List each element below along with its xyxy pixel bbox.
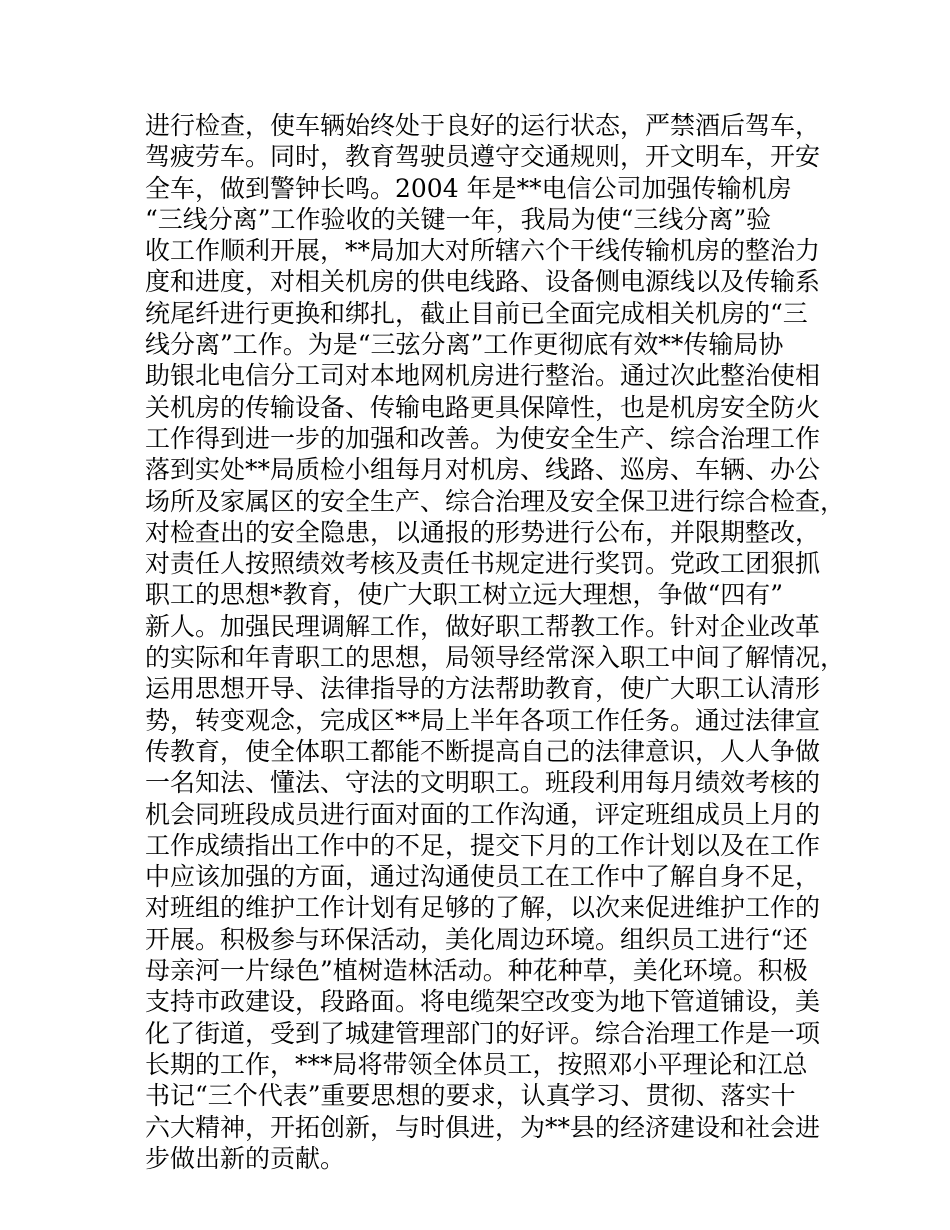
paragraph-line: 书记“三个代表”重要思想的要求，认真学习、贯彻、落实十 <box>145 1081 796 1111</box>
paragraph-line: 落到实处**局质检小组每月对机房、线路、巡房、车辆、办公 <box>145 455 821 485</box>
paragraph-line: 场所及家属区的安全生产、综合治理及安全保卫进行综合检查， <box>145 486 846 516</box>
paragraph-line: 中应该加强的方面，通过沟通使员工在工作中了解自身不足， <box>145 862 821 892</box>
paragraph-line: 长期的工作，***局将带领全体员工，按照邓小平理论和江总 <box>145 1049 808 1079</box>
paragraph-line: 职工的思想*教育，使广大职工树立远大理想，争做“四有” <box>145 580 784 610</box>
paragraph-line: 对责任人按照绩效考核及责任书规定进行奖罚。党政工团狠抓 <box>145 549 821 579</box>
paragraph-line: 度和进度，对相关机房的供电线路、设备侧电源线以及传输系 <box>145 267 821 297</box>
paragraph-line: 进行检查，使车辆始终处于良好的运行状态，严禁酒后驾车， <box>145 111 821 140</box>
body-text <box>145 110 846 1174</box>
paragraph-line: 母亲河一片绿色”植树造林活动。种花种草，美化环境。积极 <box>145 956 808 986</box>
paragraph-line: 的实际和年青职工的思想，局领导经常深入职工中间了解情况， <box>145 643 846 673</box>
paragraph-line: 六大精神，开拓创新，与时俱进，为**县的经济建设和社会进 <box>145 1112 821 1142</box>
paragraph-line: 对检查出的安全隐患，以通报的形势进行公布，并限期整改， <box>145 517 821 547</box>
paragraph-line: 关机房的传输设备、传输电路更具保障性，也是机房安全防火 <box>145 392 821 422</box>
paragraph-line: “三线分离”工作验收的关键一年，我局为使“三线分离”验 <box>145 204 772 234</box>
paragraph-line: 对班组的维护工作计划有足够的了解，以次来促进维护工作的 <box>145 893 821 923</box>
paragraph-line: 工作成绩指出工作中的不足，提交下月的工作计划以及在工作 <box>145 830 821 860</box>
paragraph-line: 新人。加强民理调解工作，做好职工帮教工作。针对企业改革 <box>145 611 821 641</box>
paragraph-line: 机会同班段成员进行面对面的工作沟通，评定班组成员上月的 <box>145 799 821 829</box>
paragraph-line: 化了街道，受到了城建管理部门的好评。综合治理工作是一项 <box>145 1018 821 1048</box>
paragraph-line: 势，转变观念，完成区**局上半年各项工作任务。通过法律宣 <box>145 705 821 735</box>
paragraph-line: 步做出新的贡献。 <box>145 1143 346 1173</box>
paragraph-line: 支持市政建设，段路面。将电缆架空改变为地下管道铺设，美 <box>145 987 821 1017</box>
paragraph-line: 工作得到进一步的加强和改善。为使安全生产、综合治理工作 <box>145 423 821 453</box>
paragraph-line: 传教育，使全体职工都能不断提高自己的法律意识，人人争做 <box>145 736 821 766</box>
paragraph-line: 运用思想开导、法律指导的方法帮助教育，使广大职工认清形 <box>145 674 821 704</box>
paragraph-line: 线分离”工作。为是“三弦分离”工作更彻底有效**传输局协 <box>145 330 784 360</box>
paragraph-line: 开展。积极参与环保活动，美化周边环境。组织员工进行“还 <box>145 924 808 954</box>
paragraph-line: 驾疲劳车。同时，教育驾驶员遵守交通规则，开文明车，开安 <box>145 142 821 172</box>
paragraph-line: 全车，做到警钟长鸣。2004 年是**电信公司加强传输机房 <box>145 173 792 203</box>
paragraph-line: 一名知法、懂法、守法的文明职工。班段利用每月绩效考核的 <box>145 768 821 798</box>
paragraph-line: 收工作顺利开展，**局加大对所辖六个干线传输机房的整治力 <box>145 236 821 266</box>
paragraph-line: 助银北电信分工司对本地网机房进行整治。通过次此整治使相 <box>145 361 821 391</box>
paragraph-line: 统尾纤进行更换和绑扎，截止目前已全面完成相关机房的“三 <box>145 298 808 328</box>
